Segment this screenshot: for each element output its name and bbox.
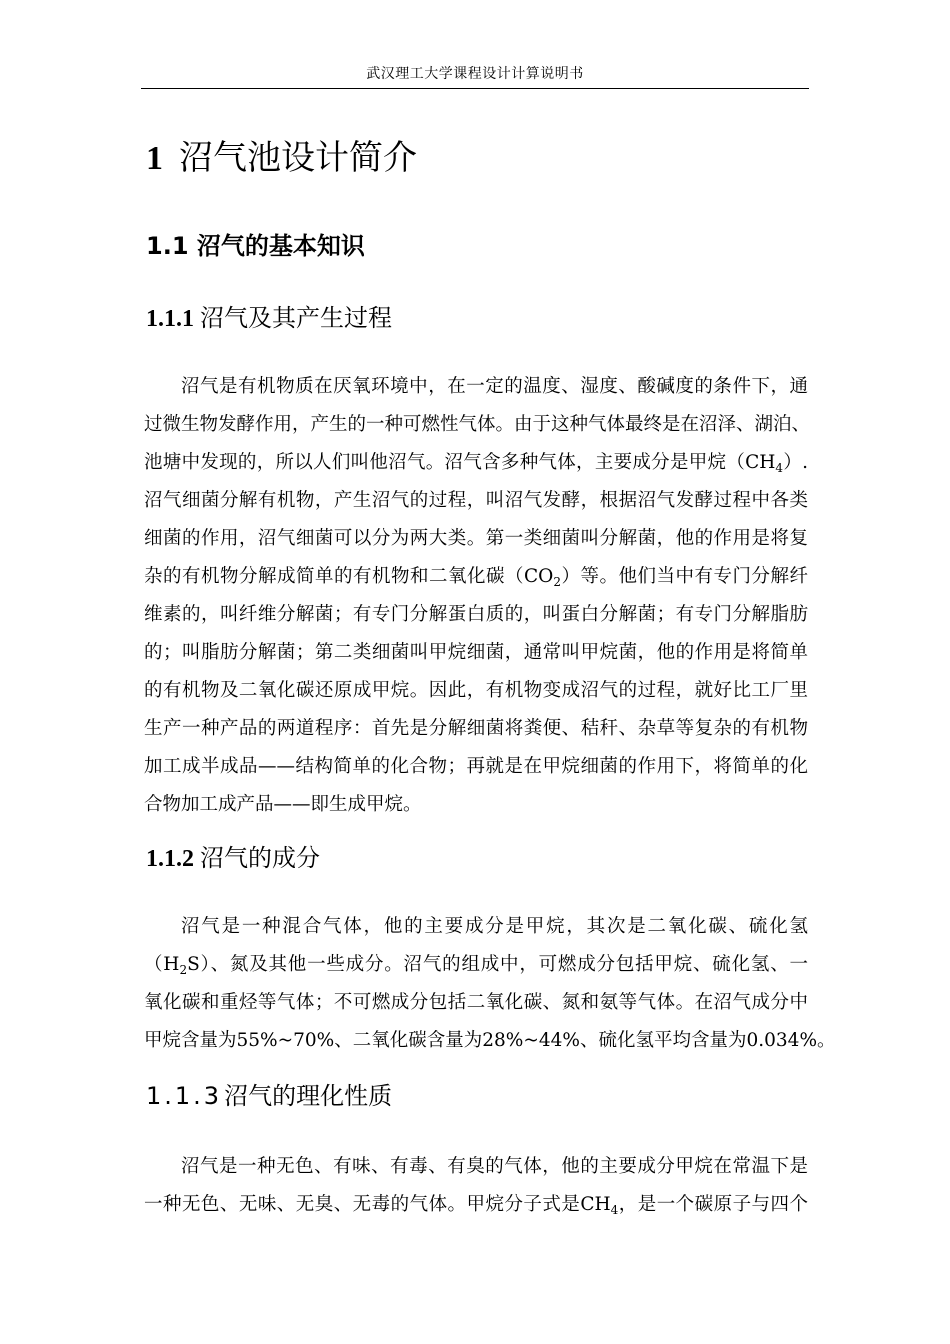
subsection-title: 沼气及其产生过程 — [200, 304, 392, 332]
paragraph-line: 的有机物及二氧化碳还原成甲烷。因此，有机物变成沼气的过程，就好比工厂里 — [144, 680, 808, 701]
subsection-number: 1.1.2 — [146, 846, 194, 872]
paragraph-line: 沼气是一种无色、有味、有毒、有臭的气体，他的主要成分甲烷在常温下是 — [181, 1156, 808, 1177]
text-span: 杂的有机物分解成简单的有机物和二氧化碳（CO — [144, 566, 554, 587]
text-span: ，是一个碳原子与四个 — [618, 1194, 808, 1215]
paragraph-line: 合物加工成产品——即生成甲烷。 — [144, 794, 422, 815]
text-span: ）. — [783, 452, 808, 473]
text-span: （H — [144, 954, 180, 975]
paragraph-line: 沼气是一种混合气体，他的主要成分是甲烷，其次是二氧化碳、硫化氢 — [181, 916, 808, 937]
text-span: ）等。他们当中有专门分解纤 — [560, 566, 808, 587]
paragraph-line: 氧化碳和重烃等气体；不可燃成分包括二氧化碳、氮和氨等气体。在沼气成分中 — [144, 992, 808, 1013]
subsection-title: 沼气的成分 — [200, 844, 320, 872]
paragraph-line — [144, 950, 808, 980]
text-span: 池塘中发现的，所以人们叫他沼气。沼气含多种气体，主要成分是甲烷（CH — [144, 452, 776, 473]
subsection-heading-1-1-1 — [146, 300, 392, 337]
paragraph-line: 生产一种产品的两道程序：首先是分解细菌将粪便、秸秆、杂草等复杂的有机物 — [144, 718, 808, 739]
header-rule — [141, 88, 809, 89]
paragraph-line — [144, 1190, 808, 1220]
paragraph-line — [144, 562, 808, 592]
subsection-heading-1-1-2 — [146, 840, 320, 877]
section-heading: 1.1 沼气的基本知识 — [146, 232, 365, 260]
text-span: 一种无色、无味、无臭、无毒的气体。甲烷分子式是CH — [144, 1194, 611, 1215]
subsection-heading-1-1-3 — [146, 1078, 392, 1114]
chapter-number: 1 — [146, 140, 163, 177]
text-span: S）、氮及其他一些成分。沼气的组成中，可燃成分包括甲烷、硫化氢、一 — [187, 954, 808, 975]
paragraph-line: 维素的，叫纤维分解菌；有专门分解蛋白质的，叫蛋白分解菌；有专门分解脂肪 — [144, 604, 808, 625]
page-header: 武汉理工大学课程设计计算说明书 — [366, 66, 584, 82]
paragraph-line: 过微生物发酵作用，产生的一种可燃性气体。由于这种气体最终是在沼泽、湖泊、 — [144, 414, 811, 435]
paragraph-line: 甲烷含量为55%~70%、二氧化碳含量为28%~44%、硫化氢平均含量为0.034%。 — [144, 1030, 836, 1051]
paragraph-line — [144, 448, 808, 478]
paragraph-line: 的；叫脂肪分解菌；第二类细菌叫甲烷细菌，通常叫甲烷菌，他的作用是将简单 — [144, 642, 808, 663]
chapter-title: 沼气池设计简介 — [179, 138, 417, 178]
subscript: 2 — [553, 575, 561, 589]
subscript: 4 — [610, 1203, 619, 1217]
paragraph-line: 细菌的作用，沼气细菌可以分为两大类。第一类细菌叫分解菌，他的作用是将复 — [144, 528, 808, 549]
subsection-number: 1.1.1 — [146, 306, 194, 332]
paragraph-line: 沼气细菌分解有机物，产生沼气的过程，叫沼气发酵，根据沼气发酵过程中各类 — [144, 490, 808, 511]
chapter-heading — [146, 134, 417, 183]
subsection-number: 1.1.3 — [146, 1082, 223, 1110]
subsection-title: 沼气的理化性质 — [224, 1082, 393, 1110]
subscript: 4 — [775, 461, 784, 475]
paragraph-line: 沼气是有机物质在厌氧环境中，在一定的温度、湿度、酸碱度的条件下，通 — [181, 376, 808, 397]
paragraph-line: 加工成半成品——结构简单的化合物；再就是在甲烷细菌的作用下，将简单的化 — [144, 756, 808, 777]
subscript: 2 — [179, 963, 188, 977]
